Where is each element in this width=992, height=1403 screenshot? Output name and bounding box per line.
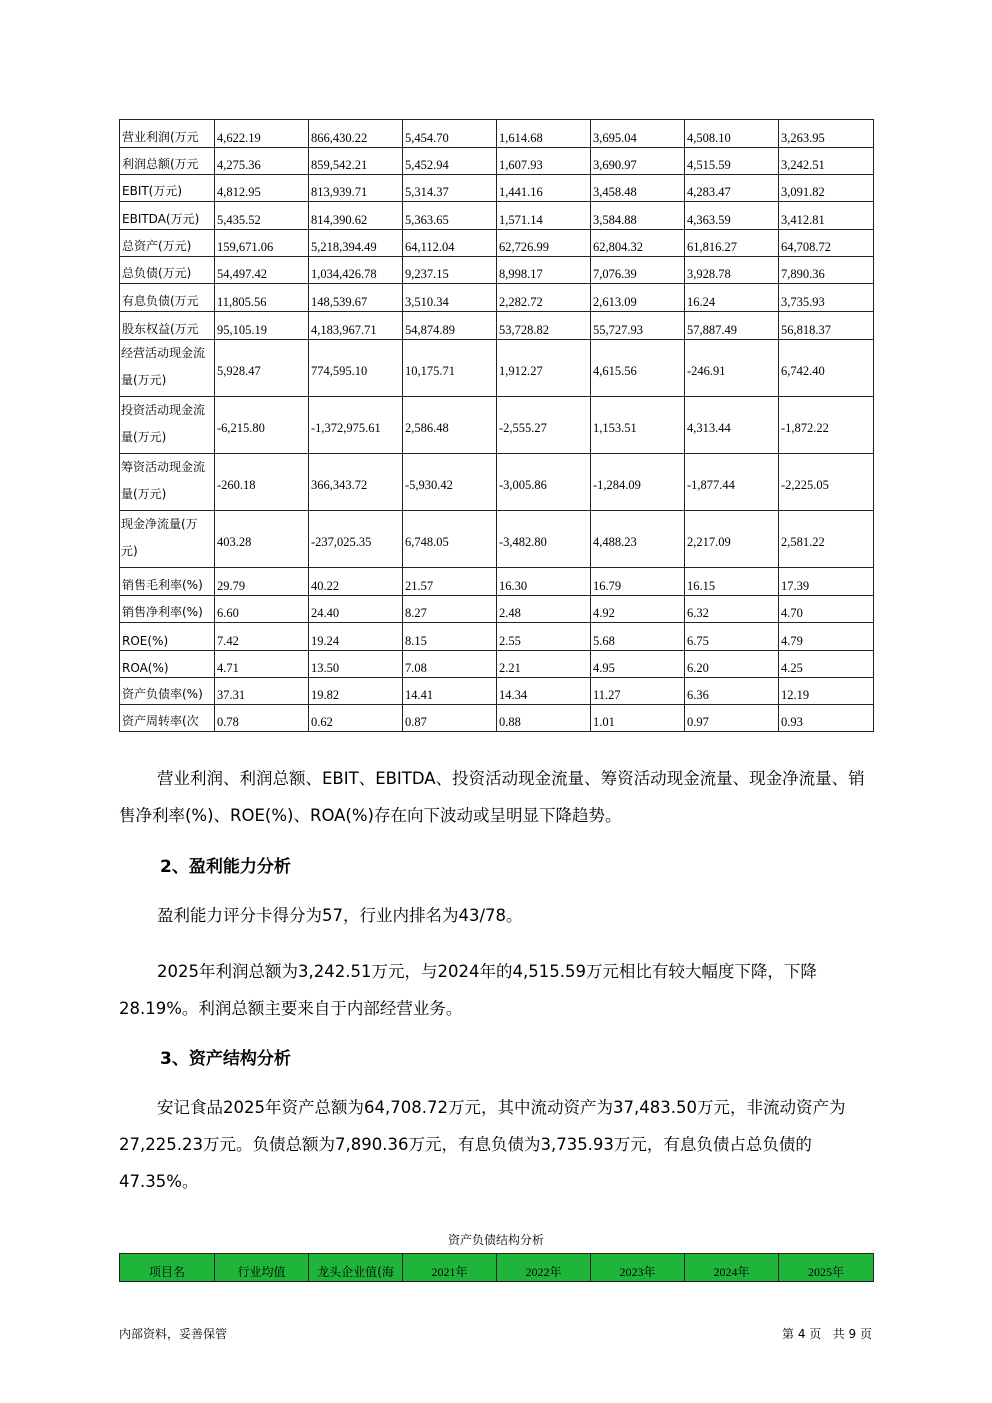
row-label: 总负债(万元) <box>120 257 215 284</box>
table-cell: 3,510.34 <box>403 284 497 312</box>
footer-page-number: 第 4 页 共 9 页 <box>782 1327 872 1341</box>
table-cell: 1,571.14 <box>497 202 591 230</box>
table-cell: 3,263.95 <box>779 120 874 148</box>
table-cell: 54,874.89 <box>403 312 497 340</box>
table-cell: 4.70 <box>779 596 874 623</box>
table-cell: 4,515.59 <box>685 148 779 175</box>
column-header: 龙头企业值(海 <box>309 1254 403 1282</box>
table-caption: 资产负债结构分析 <box>447 1233 544 1247</box>
table-cell: 1.01 <box>591 705 685 732</box>
table-cell: 54,497.42 <box>215 257 309 284</box>
row-label: ROE(%) <box>120 623 215 651</box>
table-cell: 12.19 <box>779 678 874 705</box>
table-row <box>120 596 874 623</box>
table-cell: 4,508.10 <box>685 120 779 148</box>
table-cell: -2,225.05 <box>779 454 874 511</box>
table-cell: 2,217.09 <box>685 511 779 568</box>
table-cell: 19.24 <box>309 623 403 651</box>
table-cell: 4,275.36 <box>215 148 309 175</box>
table-cell: 11.27 <box>591 678 685 705</box>
table-cell: 1,153.51 <box>591 397 685 454</box>
table-cell: 64,112.04 <box>403 230 497 257</box>
table-cell: 2,586.48 <box>403 397 497 454</box>
table-row <box>120 312 874 340</box>
table-cell: 0.88 <box>497 705 591 732</box>
table-cell: -1,877.44 <box>685 454 779 511</box>
table-cell: -237,025.35 <box>309 511 403 568</box>
table-cell: 1,912.27 <box>497 340 591 397</box>
column-header: 2023年 <box>591 1254 685 1282</box>
table-cell: 4.79 <box>779 623 874 651</box>
table-cell: 3,690.97 <box>591 148 685 175</box>
table-cell: 859,542.21 <box>309 148 403 175</box>
table-cell: 95,105.19 <box>215 312 309 340</box>
row-label: 利润总额(万元 <box>120 148 215 175</box>
table-cell: 4.92 <box>591 596 685 623</box>
table-row <box>120 678 874 705</box>
table-cell: 9,237.15 <box>403 257 497 284</box>
profitability-score-paragraph: 盈利能力评分卡得分为57，行业内排名为43/78。 <box>157 906 523 925</box>
table-cell: 62,804.32 <box>591 230 685 257</box>
table-cell: 14.34 <box>497 678 591 705</box>
table-cell: 3,735.93 <box>779 284 874 312</box>
table-cell: 3,242.51 <box>779 148 874 175</box>
table-cell: 24.40 <box>309 596 403 623</box>
table-cell: 16.79 <box>591 568 685 596</box>
table-cell: 1,034,426.78 <box>309 257 403 284</box>
table-cell: 4,313.44 <box>685 397 779 454</box>
table-cell: 3,584.88 <box>591 202 685 230</box>
row-label: 销售毛利率(%) <box>120 568 215 596</box>
table-cell: 1,441.16 <box>497 175 591 202</box>
table-cell: 774,595.10 <box>309 340 403 397</box>
table-cell: -246.91 <box>685 340 779 397</box>
table-cell: 10,175.71 <box>403 340 497 397</box>
table-cell: 2.55 <box>497 623 591 651</box>
row-label: 股东权益(万元 <box>120 312 215 340</box>
table-row <box>120 511 874 568</box>
row-label: 现金净流量(万元) <box>120 511 215 568</box>
column-header: 2025年 <box>779 1254 874 1282</box>
table-cell: 866,430.22 <box>309 120 403 148</box>
table-cell: -5,930.42 <box>403 454 497 511</box>
table-cell: 159,671.06 <box>215 230 309 257</box>
section-heading-profitability: 2、盈利能力分析 <box>160 857 291 877</box>
row-label: 销售净利率(%) <box>120 596 215 623</box>
table-cell: 55,727.93 <box>591 312 685 340</box>
table-cell: 6.36 <box>685 678 779 705</box>
table-cell: -6,215.80 <box>215 397 309 454</box>
table-cell: 1,607.93 <box>497 148 591 175</box>
table-cell: 6.32 <box>685 596 779 623</box>
table-cell: 64,708.72 <box>779 230 874 257</box>
table-cell: 2,581.22 <box>779 511 874 568</box>
table-cell: 6.20 <box>685 651 779 678</box>
table-cell: 5,314.37 <box>403 175 497 202</box>
table-cell: 56,818.37 <box>779 312 874 340</box>
table-cell: 4.95 <box>591 651 685 678</box>
table-row <box>120 230 874 257</box>
table-cell: 37.31 <box>215 678 309 705</box>
table-row <box>120 651 874 678</box>
table-cell: 6.75 <box>685 623 779 651</box>
table-cell: 814,390.62 <box>309 202 403 230</box>
row-label: 资产周转率(次 <box>120 705 215 732</box>
row-label: 筹资活动现金流量(万元) <box>120 454 215 511</box>
table-cell: 5,928.47 <box>215 340 309 397</box>
table-cell: 813,939.71 <box>309 175 403 202</box>
table-cell: 403.28 <box>215 511 309 568</box>
trend-summary-paragraph: 营业利润、利润总额、EBIT、EBITDA、投资活动现金流量、筹资活动现金流量、现金净流量、销售净利率(%)、ROE(%)、ROA(%)存在向下波动或呈明显下降趋势。 <box>119 769 865 825</box>
table-cell: 0.97 <box>685 705 779 732</box>
table-cell: 5,363.65 <box>403 202 497 230</box>
balance-structure-table <box>119 1253 874 1282</box>
table-cell: 0.62 <box>309 705 403 732</box>
footer-confidential-note: 内部资料，妥善保管 <box>119 1327 228 1341</box>
table-cell: 0.78 <box>215 705 309 732</box>
table-cell: 5,454.70 <box>403 120 497 148</box>
table-cell: -260.18 <box>215 454 309 511</box>
table-cell: 7.42 <box>215 623 309 651</box>
table-cell: 29.79 <box>215 568 309 596</box>
table-cell: 0.93 <box>779 705 874 732</box>
table-cell: 4,622.19 <box>215 120 309 148</box>
table-cell: 8.15 <box>403 623 497 651</box>
financial-indicators-table <box>119 119 874 732</box>
table-cell: -1,872.22 <box>779 397 874 454</box>
row-label: EBITDA(万元) <box>120 202 215 230</box>
profit-change-paragraph: 2025年利润总额为3,242.51万元，与2024年的4,515.59万元相比有较大幅度下降，下降28.19%。利润总额主要来自于内部经营业务。 <box>119 962 817 1018</box>
table-cell: 6.60 <box>215 596 309 623</box>
table-row <box>120 705 874 732</box>
column-header: 2022年 <box>497 1254 591 1282</box>
table-row <box>120 257 874 284</box>
column-header: 行业均值 <box>215 1254 309 1282</box>
table-cell: 11,805.56 <box>215 284 309 312</box>
table-row <box>120 340 874 397</box>
table-row <box>120 623 874 651</box>
table-cell: 5,218,394.49 <box>309 230 403 257</box>
table-cell: 13.50 <box>309 651 403 678</box>
column-header: 项目名 <box>120 1254 215 1282</box>
table-cell: 4,812.95 <box>215 175 309 202</box>
table-cell: 14.41 <box>403 678 497 705</box>
table-row <box>120 148 874 175</box>
table-cell: 2,613.09 <box>591 284 685 312</box>
table-cell: 16.24 <box>685 284 779 312</box>
table-cell: 7.08 <box>403 651 497 678</box>
table-cell: 8.27 <box>403 596 497 623</box>
table-cell: 4,183,967.71 <box>309 312 403 340</box>
row-label: 投资活动现金流量(万元) <box>120 397 215 454</box>
table-cell: 3,458.48 <box>591 175 685 202</box>
table-cell: 21.57 <box>403 568 497 596</box>
table-cell: 7,076.39 <box>591 257 685 284</box>
column-header: 2021年 <box>403 1254 497 1282</box>
table-cell: 2,282.72 <box>497 284 591 312</box>
table-cell: 4.25 <box>779 651 874 678</box>
table-cell: -1,284.09 <box>591 454 685 511</box>
table-cell: 366,343.72 <box>309 454 403 511</box>
table-row <box>120 454 874 511</box>
table-cell: 4,488.23 <box>591 511 685 568</box>
row-label: 资产负债率(%) <box>120 678 215 705</box>
row-label: 有息负债(万元 <box>120 284 215 312</box>
table-cell: 4,363.59 <box>685 202 779 230</box>
table-cell: 16.30 <box>497 568 591 596</box>
table-cell: 8,998.17 <box>497 257 591 284</box>
row-label: 营业利润(万元 <box>120 120 215 148</box>
table-cell: 6,748.05 <box>403 511 497 568</box>
table-cell: 62,726.99 <box>497 230 591 257</box>
table-cell: 40.22 <box>309 568 403 596</box>
row-label: 经营活动现金流量(万元) <box>120 340 215 397</box>
table-cell: -2,555.27 <box>497 397 591 454</box>
table-cell: 5,452.94 <box>403 148 497 175</box>
asset-structure-paragraph: 安记食品2025年资产总额为64,708.72万元，其中流动资产为37,483.50万元，非流动资产为27,225.23万元。负债总额为7,890.36万元，有息负债为3,735.93万元，有息负债占总负债的47.35%。 <box>119 1098 846 1191</box>
table-cell: 53,728.82 <box>497 312 591 340</box>
table-cell: 1,614.68 <box>497 120 591 148</box>
table-cell: 5.68 <box>591 623 685 651</box>
table-row <box>120 568 874 596</box>
table-cell: 0.87 <box>403 705 497 732</box>
row-label: ROA(%) <box>120 651 215 678</box>
table-cell: 3,928.78 <box>685 257 779 284</box>
table-cell: -3,482.80 <box>497 511 591 568</box>
table-cell: 7,890.36 <box>779 257 874 284</box>
row-label: EBIT(万元) <box>120 175 215 202</box>
table-cell: 2.21 <box>497 651 591 678</box>
table-cell: 2.48 <box>497 596 591 623</box>
table-cell: 57,887.49 <box>685 312 779 340</box>
table-cell: 3,091.82 <box>779 175 874 202</box>
table-cell: 4,615.56 <box>591 340 685 397</box>
table-cell: -3,005.86 <box>497 454 591 511</box>
table-row <box>120 397 874 454</box>
table-cell: 17.39 <box>779 568 874 596</box>
table-cell: 6,742.40 <box>779 340 874 397</box>
table-row <box>120 120 874 148</box>
table-header-row <box>120 1254 874 1282</box>
table-row <box>120 202 874 230</box>
table-cell: 3,412.81 <box>779 202 874 230</box>
table-cell: -1,372,975.61 <box>309 397 403 454</box>
table-cell: 148,539.67 <box>309 284 403 312</box>
table-cell: 19.82 <box>309 678 403 705</box>
table-row <box>120 175 874 202</box>
table-cell: 5,435.52 <box>215 202 309 230</box>
table-cell: 3,695.04 <box>591 120 685 148</box>
table-cell: 4,283.47 <box>685 175 779 202</box>
table-cell: 61,816.27 <box>685 230 779 257</box>
section-heading-asset-structure: 3、资产结构分析 <box>160 1049 291 1069</box>
table-row <box>120 284 874 312</box>
column-header: 2024年 <box>685 1254 779 1282</box>
table-cell: 4.71 <box>215 651 309 678</box>
table-cell: 16.15 <box>685 568 779 596</box>
row-label: 总资产(万元) <box>120 230 215 257</box>
